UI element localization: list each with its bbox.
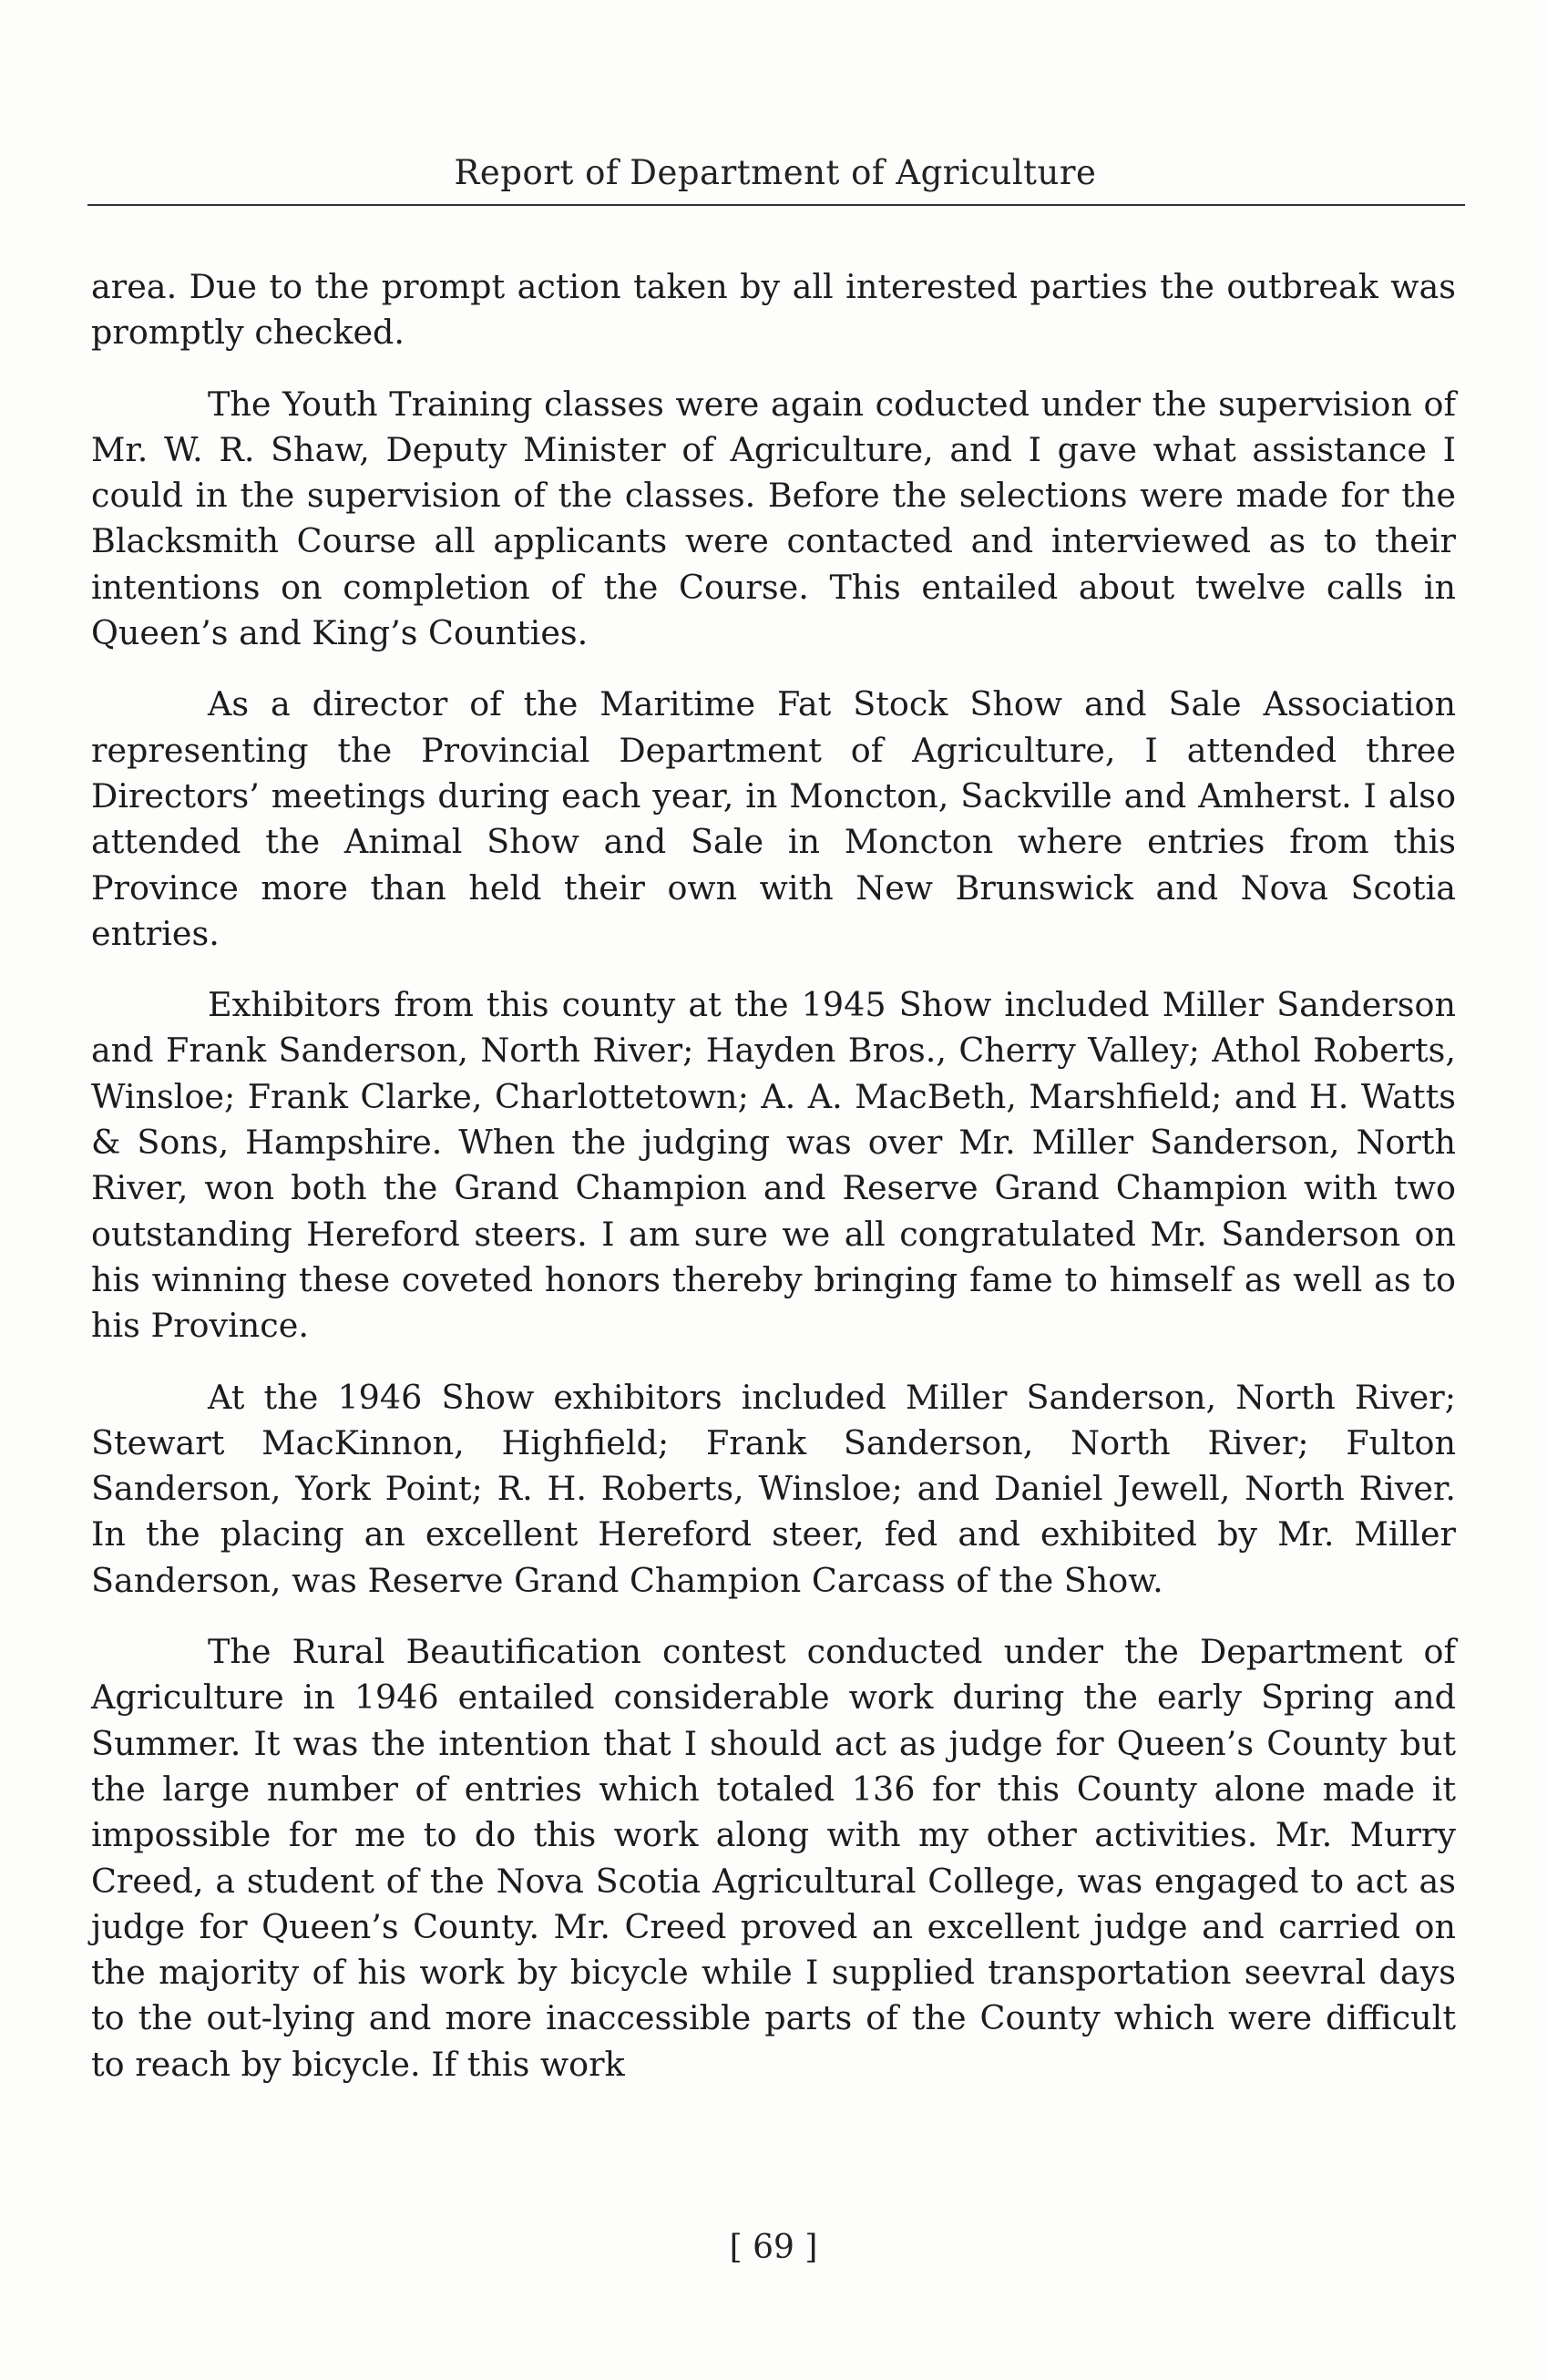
paragraph: Exhibitors from this county at the 1945 Show included Miller Sanderson and Frank Sanderson, North River; Hayden Bros., Cherry Valley; Athol Roberts, Winsloe; Frank Clarke, Charlottetown; A. A. MacBeth, Marshfield; and H. Watts & Sons, Hampshire. When the judging was over Mr. Miller Sanderson, North River, won both the Grand Champion and Reserve Grand Champion with two outstanding Hereford steers. I am sure we all congratulated Mr. Sanderson on his winning these coveted honors thereby bringing fame to himself as well as to his Province. [91, 985, 1456, 1346]
paragraph: The Rural Beautification contest conducted under the Department of Agriculture in 1946 entailed considerable work during the early Spring and Summer. It was the intention that I should act as judge for Queen’s County but the large number of entries which totaled 136 for this County alone made it impossible for me to do this work along with my other activities. Mr. Murry Creed, a student of the Nova Scotia Agricultural College, was engaged to act as judge for Queen’s County. Mr. Creed proved an excellent judge and carried on the majority of his work by bicycle while I supplied transportation seevral days to the out-lying and more inaccessible parts of the County which were difficult to reach by bicycle. If this work [91, 1632, 1456, 2084]
page-number: [ 69 ] [729, 2229, 818, 2266]
paragraph: The Youth Training classes were again coducted under the supervision of Mr. W. R. Shaw, Deputy Minister of Agriculture, and I gave what assistance I could in the supervision of the classes. Before the selections were made for the Blacksmith Course all applicants were contacted and interviewed as to their intentions on completion of the Course. This entailed about twelve calls in Queen’s and King’s Counties. [91, 384, 1456, 653]
running-head: Report of Department of Agriculture [454, 153, 1097, 192]
body-text [91, 264, 1456, 2113]
paragraph: At the 1946 Show exhibitors included Miller Sanderson, North River; Stewart MacKinnon, Highfield; Frank Sanderson, North River; Fulton Sanderson, York Point; R. H. Roberts, Winsloe; and Daniel Jewell, North River. In the placing an excellent Hereford steer, fed and exhibited by Mr. Miller Sanderson, was Reserve Grand Champion Carcass of the Show. [91, 1377, 1456, 1600]
paragraph: area. Due to the prompt action taken by all interested parties the outbreak was promptly checked. [91, 267, 1456, 353]
paragraph: As a director of the Maritime Fat Stock Show and Sale Association representing the Provincial Department of Agriculture, I attended three Directors’ meetings during each year, in Moncton, Sackville and Amherst. I also attended the Animal Show and Sale in Moncton where entries from this Province more than held their own with New Brunswick and Nova Scotia entries. [91, 684, 1456, 953]
header-rule [87, 204, 1465, 206]
